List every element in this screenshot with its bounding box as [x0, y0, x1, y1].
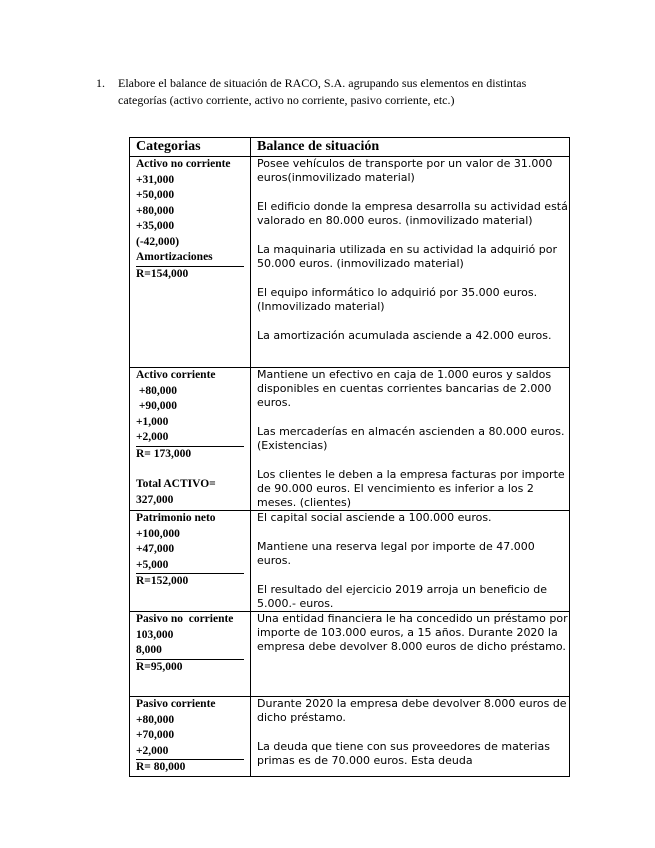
category-value: +80,000 [136, 204, 175, 217]
category-value: +70,000 [136, 729, 175, 741]
description-paragraph: Las mercaderías en almacén ascienden a 80.000 euros. (Existencias) [257, 425, 565, 452]
header-balance: Balance de situación [251, 138, 570, 157]
category-value: +2,000 [136, 431, 169, 443]
description-paragraph: Mantiene un efectivo en caja de 1.000 euros y saldos disponibles en cuentas corrientes bancarias de 2.000 euros. [257, 368, 552, 409]
category-total: R= 80,000 [136, 759, 244, 776]
category-cell [130, 368, 251, 511]
category-title: Activo no corriente [136, 158, 231, 170]
category-cell [130, 157, 251, 368]
category-value: +1,000 [136, 415, 169, 428]
table-row [130, 511, 570, 612]
category-value: 8,000 [136, 644, 162, 656]
category-value: +5,000 [136, 558, 169, 571]
description-paragraph: El capital social asciende a 100.000 euros. [257, 511, 492, 524]
category-title: Activo corriente [136, 369, 216, 381]
table-header-row [130, 138, 570, 157]
category-total: R=154,000 [136, 266, 244, 283]
category-value: +80,000 [136, 384, 178, 397]
description-paragraph: Los clientes le deben a la empresa facturas por importe de 90.000 euros. El vencimiento es inferior a los 2 meses. (clientes) [257, 468, 565, 509]
category-value: (-42,000) [136, 235, 180, 248]
category-value: +90,000 [136, 400, 178, 412]
description-cell [251, 368, 570, 511]
question-item [96, 75, 566, 109]
category-cell [130, 612, 251, 697]
description-cell [251, 697, 570, 777]
description-cell [251, 511, 570, 612]
description-paragraph: Mantiene una reserva legal por importe de 47.000 euros. [257, 540, 535, 567]
description-paragraph: La amortización acumulada asciende a 42.000 euros. [257, 329, 552, 342]
spacer [136, 462, 250, 477]
description-paragraph: El equipo informático lo adquirió por 35.000 euros. (Inmovilizado material) [257, 286, 538, 313]
description-cell [251, 157, 570, 368]
category-title: Patrimonio neto [136, 512, 216, 524]
balance-table [129, 137, 570, 777]
category-total: R=95,000 [136, 659, 244, 676]
category-total: R= 173,000 [136, 446, 244, 463]
category-value: +35,000 [136, 220, 175, 232]
category-cell [130, 511, 251, 612]
table-row [130, 157, 570, 368]
category-value: +100,000 [136, 527, 180, 540]
description-paragraph: El resultado del ejercicio 2019 arroja un beneficio de 5.000.- euros. [257, 583, 547, 610]
description-paragraph: La deuda que tiene con sus proveedores de materias primas es de 70.000 euros. Esta deuda [257, 740, 550, 767]
category-cell [130, 697, 251, 777]
header-categorias: Categorias [130, 138, 251, 157]
table-row [130, 368, 570, 511]
question-text: Elabore el balance de situación de RACO, S.A. agrupando sus elementos en distintas categorías (activo corriente, activo no corriente, pasivo corriente, etc.) [118, 76, 527, 107]
category-title: Pasivo no corriente [136, 613, 234, 625]
table-row [130, 697, 570, 777]
description-paragraph: La maquinaria utilizada en su actividad la adquirió por 50.000 euros. (inmovilizado material) [257, 243, 557, 270]
category-value: +2,000 [136, 744, 169, 757]
category-value: 103,000 [136, 628, 174, 641]
category-value: +31,000 [136, 173, 175, 186]
category-total: R=152,000 [136, 573, 244, 590]
description-cell [251, 612, 570, 697]
description-paragraph: El edificio donde la empresa desarrolla su actividad está valorado en 80.000 euros. (inmovilizado material) [257, 200, 568, 227]
table-row [130, 612, 570, 697]
description-paragraph: Durante 2020 la empresa debe devolver 8.000 euros de dicho préstamo. [257, 697, 567, 724]
category-value: +80,000 [136, 713, 175, 726]
category-value: +50,000 [136, 189, 175, 201]
category-title: Pasivo corriente [136, 698, 216, 710]
description-paragraph: Una entidad financiera le ha concedido un préstamo por importe de 103.000 euros, a 15 años. Durante 2020 la empresa debe devolver 8.000 euros de dicho préstamo. [257, 612, 568, 653]
total-activo: Total ACTIVO= 327,000 [136, 478, 216, 506]
description-paragraph: Posee vehículos de transporte por un valor de 31.000 euros(inmovilizado material) [257, 157, 553, 184]
category-sub-label: Amortizaciones [136, 251, 213, 263]
category-value: +47,000 [136, 543, 175, 555]
question-number: 1. [96, 76, 105, 90]
